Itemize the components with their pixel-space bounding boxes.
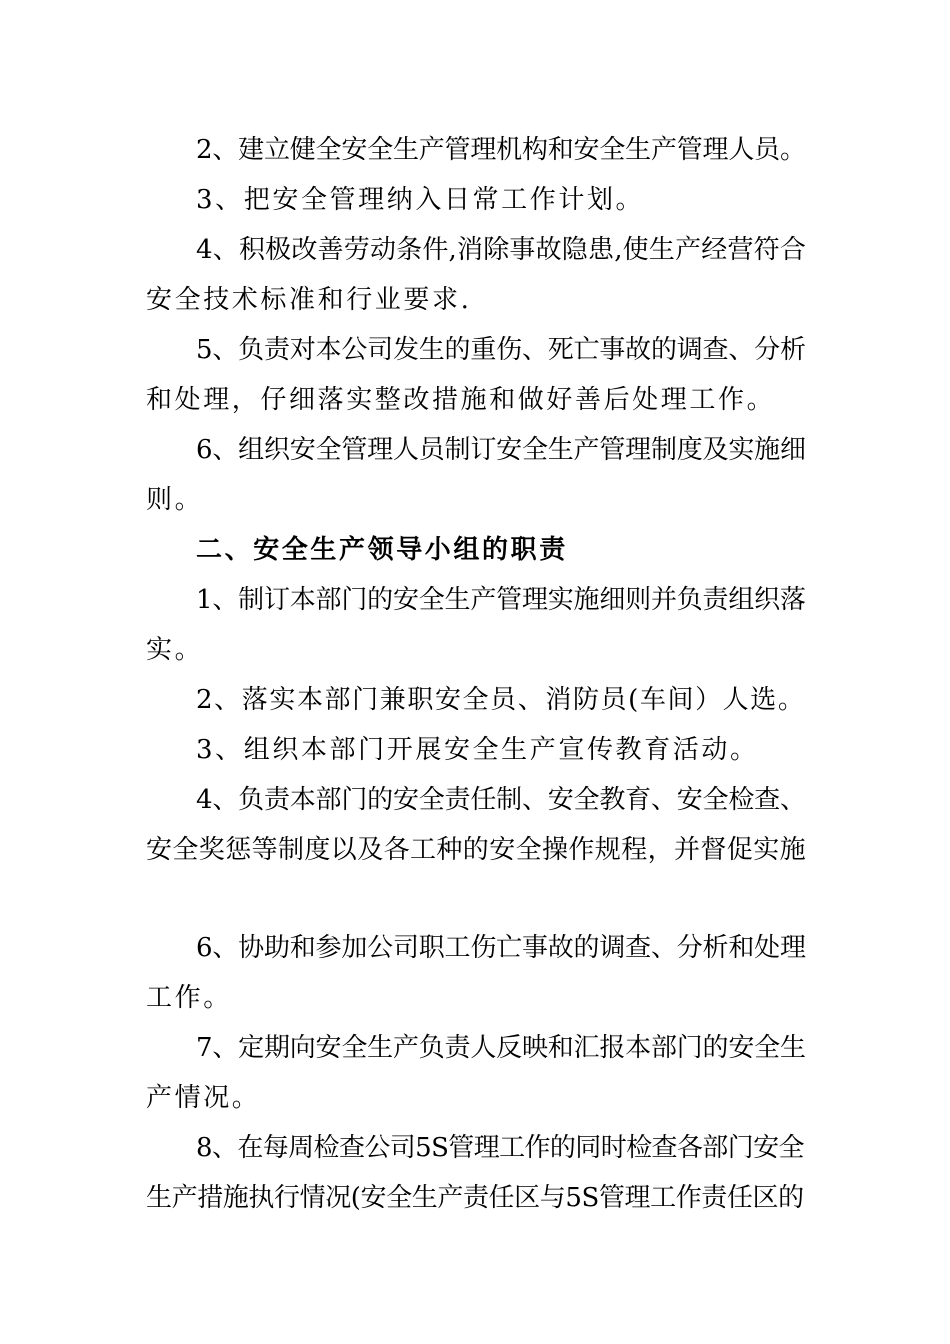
paragraph-line: 安全技术标准和行业要求. (146, 285, 472, 315)
paragraph-line: 和处理，仔细落实整改措施和做好善后处理工作。 (146, 385, 776, 415)
paragraph-line: 3、组织本部门开展安全生产宣传教育活动。 (196, 735, 759, 765)
paragraph-line: 4、积极改善劳动条件,消除事故隐患,使生产经营符合 (196, 235, 807, 265)
paragraph-line: 生产措施执行情况(安全生产责任区与5S管理工作责任区的 (146, 1183, 804, 1213)
paragraph-line: 3、把安全管理纳入日常工作计划。 (196, 185, 645, 215)
paragraph-line: 产情况。 (146, 1083, 261, 1113)
paragraph-line: 6、协助和参加公司职工伤亡事故的调查、分析和处理 (196, 933, 806, 963)
paragraph-line: 4、负责本部门的安全责任制、安全教育、安全检查、 (196, 785, 806, 815)
paragraph-line: 工作。 (146, 983, 232, 1013)
paragraph-line: 1、制订本部门的安全生产管理实施细则并负责组织落 (196, 585, 806, 615)
paragraph-line: 5、负责对本公司发生的重伤、死亡事故的调查、分析 (196, 335, 806, 365)
paragraph-line: 7、定期向安全生产负责人反映和汇报本部门的安全生 (196, 1033, 806, 1063)
paragraph-line: 6、组织安全管理人员制订安全生产管理制度及实施细 (196, 435, 806, 465)
section-heading: 二、安全生产领导小组的职责 (196, 535, 568, 565)
paragraph-line: 2、落实本部门兼职安全员、消防员(车间）人选。 (196, 685, 806, 715)
paragraph-line: 2、建立健全安全生产管理机构和安全生产管理人员。 (196, 135, 806, 165)
paragraph-line: 安全奖惩等制度以及各工种的安全操作规程，并督促实施 (146, 835, 807, 865)
paragraph-line: 8、在每周检查公司5S管理工作的同时检查各部门安全 (196, 1133, 804, 1163)
paragraph-line: 则。 (146, 485, 204, 515)
paragraph-line: 实。 (146, 635, 204, 665)
